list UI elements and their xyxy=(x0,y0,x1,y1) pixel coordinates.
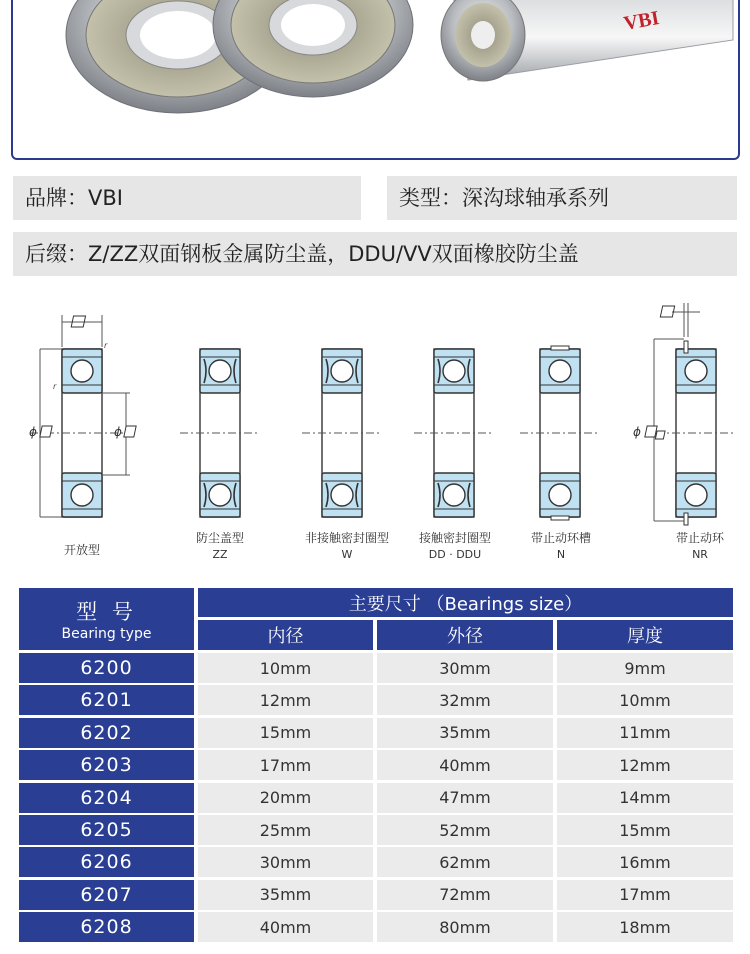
model-cell: 6204 xyxy=(19,783,194,813)
model-cell: 6205 xyxy=(19,815,194,845)
width-cell: 18mm xyxy=(557,912,733,942)
diagram-dd xyxy=(414,349,494,517)
type-label-w: 非接触密封圈型 xyxy=(304,531,389,545)
column-header-width: 厚度 xyxy=(557,620,733,650)
diagram-open xyxy=(29,315,136,517)
inner-diameter-cell: 15mm xyxy=(198,718,373,748)
width-cell: 15mm xyxy=(557,815,733,845)
type-label-nr: 带止动环 xyxy=(675,531,724,545)
model-cell: 6206 xyxy=(19,847,194,877)
width-cell: 11mm xyxy=(557,718,733,748)
outer-diameter-cell: 47mm xyxy=(377,783,553,813)
bearing-type-diagrams xyxy=(0,295,750,575)
svg-text:ϕ: ϕ xyxy=(29,425,37,439)
outer-diameter-cell: 32mm xyxy=(377,685,553,715)
outer-diameter-cell: 30mm xyxy=(377,653,553,683)
width-cell: 12mm xyxy=(557,750,733,780)
size-header: 主要尺寸 （Bearings size） xyxy=(198,588,733,617)
inner-diameter-cell: 30mm xyxy=(198,847,373,877)
model-header: 型 号 xyxy=(76,600,137,624)
type-code-dd: DD · DDU xyxy=(428,548,482,561)
diagram-n xyxy=(520,346,600,520)
outer-diameter-cell: 80mm xyxy=(377,912,553,942)
bearing-photo-graphic xyxy=(13,0,738,158)
inner-diameter-cell: 35mm xyxy=(198,880,373,910)
brand-bar: 品牌：VBI xyxy=(13,176,361,220)
inner-diameter-cell: 25mm xyxy=(198,815,373,845)
diagram-zz xyxy=(180,349,260,517)
model-cell: 6202 xyxy=(19,718,194,748)
column-header-inner: 内径 xyxy=(198,620,373,650)
type-code-zz: ZZ xyxy=(212,548,228,561)
model-cell: 6203 xyxy=(19,750,194,780)
column-header-outer: 外径 xyxy=(377,620,553,650)
outer-diameter-cell: 40mm xyxy=(377,750,553,780)
inner-diameter-cell: 12mm xyxy=(198,685,373,715)
inner-diameter-cell: 10mm xyxy=(198,653,373,683)
type-label-open: 开放型 xyxy=(63,543,100,557)
model-cell: 6201 xyxy=(19,685,194,715)
svg-text:ϕ: ϕ xyxy=(633,425,641,439)
inner-diameter-cell: 17mm xyxy=(198,750,373,780)
type-code-nr: NR xyxy=(692,548,708,561)
svg-text:r: r xyxy=(104,341,108,350)
model-header-en: Bearing type xyxy=(61,626,152,642)
svg-text:ϕ: ϕ xyxy=(114,425,122,439)
diagram-w xyxy=(302,349,382,517)
outer-diameter-cell: 35mm xyxy=(377,718,553,748)
type-label-zz: 防尘盖型 xyxy=(195,531,244,545)
model-cell: 6200 xyxy=(19,653,194,683)
type-bar: 类型：深沟球轴承系列 xyxy=(387,176,737,220)
type-code-n: N xyxy=(556,548,566,561)
model-header-cell xyxy=(19,588,194,650)
model-cell: 6208 xyxy=(19,912,194,942)
width-cell: 9mm xyxy=(557,653,733,683)
width-cell: 14mm xyxy=(557,783,733,813)
model-cell: 6207 xyxy=(19,880,194,910)
diagram-nr xyxy=(633,303,736,525)
outer-diameter-cell: 52mm xyxy=(377,815,553,845)
brand-mark: VBI xyxy=(622,7,661,35)
svg-text:r: r xyxy=(53,382,57,391)
type-label-n: 带止动环槽 xyxy=(530,531,591,545)
outer-diameter-cell: 72mm xyxy=(377,880,553,910)
width-cell: 10mm xyxy=(557,685,733,715)
type-code-w: W xyxy=(341,548,353,561)
width-cell: 16mm xyxy=(557,847,733,877)
inner-diameter-cell: 20mm xyxy=(198,783,373,813)
suffix-bar: 后缀：Z/ZZ双面钢板金属防尘盖，DDU/VV双面橡胶防尘盖 xyxy=(13,232,737,276)
type-label-dd: 接触密封圈型 xyxy=(418,531,491,545)
outer-diameter-cell: 62mm xyxy=(377,847,553,877)
product-photo xyxy=(11,0,740,160)
inner-diameter-cell: 40mm xyxy=(198,912,373,942)
width-cell: 17mm xyxy=(557,880,733,910)
